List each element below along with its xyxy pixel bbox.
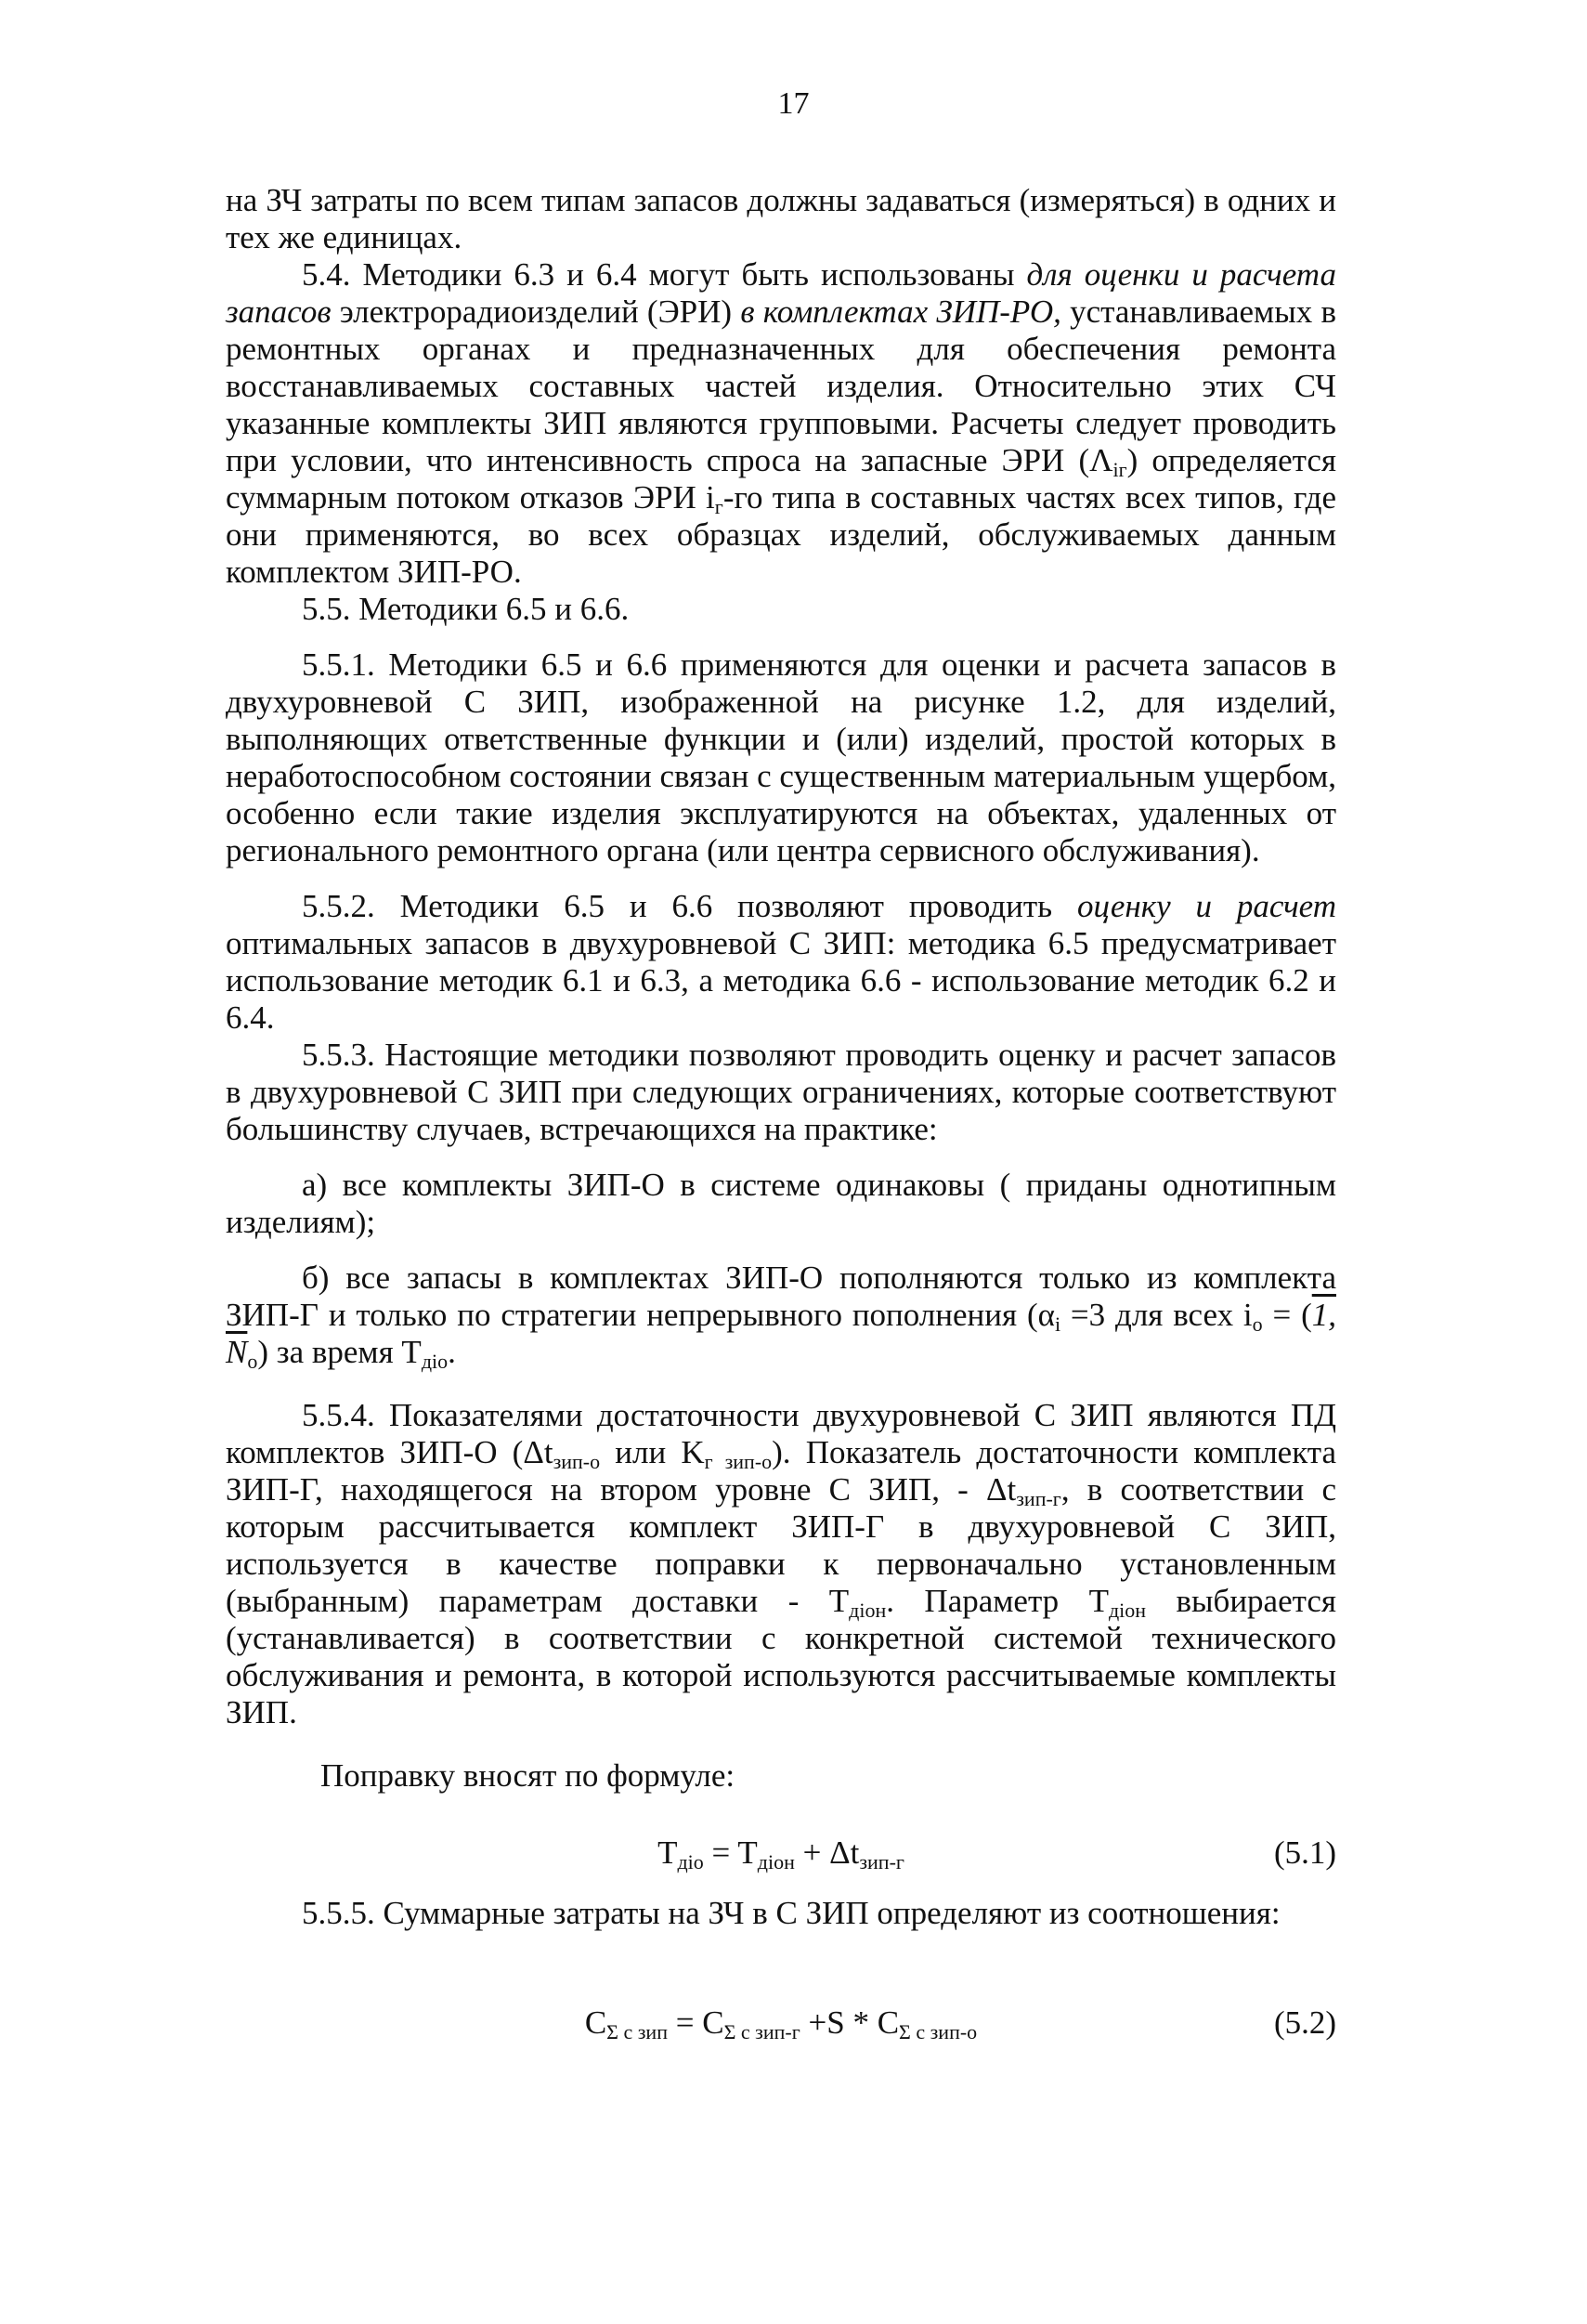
formula-5-2-number: (5.2): [1273, 2004, 1336, 2041]
paragraph-5-5-5: 5.5.5. Суммарные затраты на ЗЧ в С ЗИП определяют из соотношения:: [302, 1895, 1281, 1931]
paragraph-5-5-3: 5.5.3. Настоящие методики позволяют проводить оценку и расчет запасов в двухуровневой С ЗИП при следующих ограничениях, которые соответствуют большинству случаев, встречающихся на практике:: [226, 1037, 1336, 1147]
paragraph-5-5: 5.5. Методики 6.5 и 6.6.: [302, 591, 630, 627]
body-text-lower: [226, 1895, 1336, 1932]
formula-5-1-expression: $T_{дio} = T_{дioн} + \Delta t_{зип-г}$: [657, 1834, 904, 1874]
paragraph-continuation: на ЗЧ затраты по всем типам запасов должны задаваться (измеряться) в одних и тех же единицах.: [226, 182, 1336, 255]
paragraph-5-5-1: 5.5.1. Методики 6.5 и 6.6 применяются для оценки и расчета запасов в двухуровневой С ЗИП, изображенной на рисунке 1.2, для изделий, выполняющих ответственные функции и (или) изделий, простой которых в неработоспособном состоянии связан с существенным материальным ущербом, особенно если такие изделия эксплуатируются на объектах, удаленных от регионального ремонтного органа (или центра сервисного обслуживания).: [226, 646, 1336, 868]
formula-5-1: [226, 1834, 1336, 1872]
list-item-b: б) все запасы в комплектах ЗИП-О пополняются только из комплекта ЗИП-Г и только по стратегии непрерывного пополнения ($\alpha_i =3$ для всех $i_o = (1$, $N_o$) за время $T_{дio}$.: [226, 1260, 1336, 1373]
page-number: 17: [777, 86, 810, 121]
paragraph-5-5-4: 5.5.4. Показателями достаточности двухуровневой С ЗИП являются ПД комплектов ЗИП-О ($\Delta t_{зип-о}$ или $K_{г зип-о}$). Показатель достаточности комплекта ЗИП-Г, находящегося на втором уровне С ЗИП, - $\Delta t_{зип-г}$, в соответствии с которым рассчитывается комплект ЗИП-Г в двухуровневой С ЗИП, используется в качестве поправки к первоначально установленным (выбранным) параметрам доставки - $T_{дioн}$. Параметр $T_{дioн}$ выбирается (устанавливается) в соответствии с конкретной системой технического обслуживания и ремонта, в которой используются рассчитываемые комплекты ЗИП.: [226, 1397, 1337, 1730]
formula-5-1-number: (5.1): [1273, 1834, 1336, 1871]
body-text: [226, 182, 1336, 1795]
paragraph-5-5-2: 5.5.2. Методики 6.5 и 6.6 позволяют проводить оценку и расчет оптимальных запасов в двухуровневой С ЗИП: методика 6.5 предусматривает использование методик 6.1 и 6.3, а методика 6.6 - использование методик 6.2 и 6.4.: [226, 888, 1336, 1036]
paragraph-5-4: 5.4. Методики 6.3 и 6.4 могут быть использованы для оценки и расчета запасов электрорадиоизделий (ЭРИ) в комплектах ЗИП-РО, устанавливаемых в ремонтных органах и предназначенных для обеспечения ремонта восстанавливаемых составных частей изделия. Относительно этих СЧ указанные комплекты ЗИП являются групповыми. Расчеты следует проводить при условии, что интенсивность спроса на запасные ЭРИ $(\Lambda_{iг})$ определяется суммарным потоком отказов ЭРИ $i_г-го$ типа в составных частях всех типов, где они применяются, во всех образцах изделий, обслуживаемых данным комплектом ЗИП-РО.: [226, 256, 1336, 590]
formula-5-2-expression: $C_{\Sigma с зип} = C_{\Sigma с зип-г} +S * C_{\Sigma с зип-о}$: [584, 2004, 978, 2043]
formula-intro: Поправку вносят по формуле:: [320, 1757, 735, 1794]
list-item-a: а) все комплекты ЗИП-О в системе одинаковы ( приданы однотипным изделиям);: [226, 1167, 1336, 1240]
formula-5-2: [226, 2004, 1336, 2042]
